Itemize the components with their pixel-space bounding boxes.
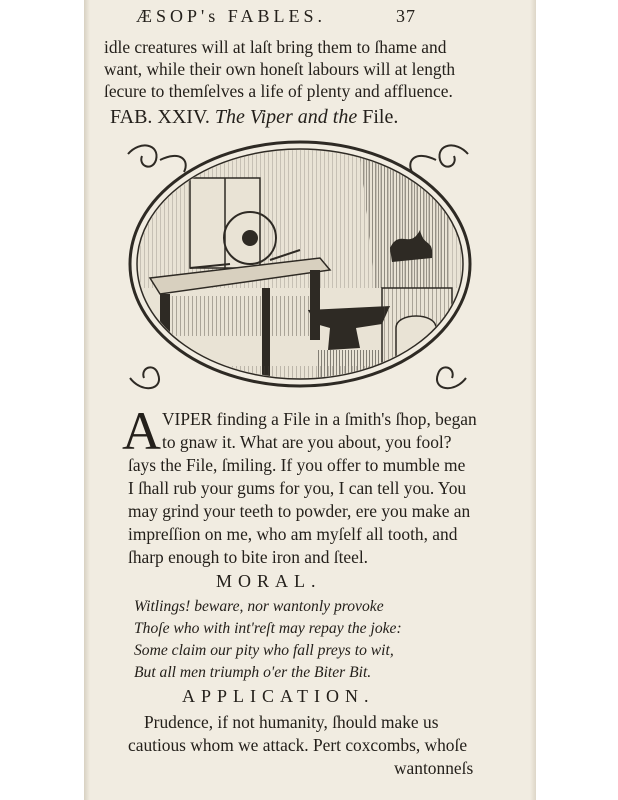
moral-heading: MORAL.: [216, 571, 322, 591]
body-line: impreſſion on me, who am myſelf all tooth, and: [128, 524, 458, 544]
body-line: ſays the File, ſmiling. If you offer to mumble me: [128, 455, 466, 475]
moral-verse: Witlings! beware, nor wantonly provoke: [134, 598, 384, 615]
fable-title-part3: File.: [362, 106, 399, 128]
moral-verse: Thoſe who with int'reſt may repay the joke:: [134, 620, 402, 637]
running-title: ÆSOP's FABLES.: [136, 6, 326, 26]
application-line: Prudence, if not humanity, ſhould make us: [144, 712, 439, 732]
body-line: I ſhall rub your gums for you, I can tell you. You: [128, 478, 467, 498]
body-line: to gnaw it. What are you about, you fool?: [162, 432, 452, 452]
moral-verse: But all men triumph o'er the Biter Bit.: [134, 664, 372, 681]
page-number: 37: [396, 6, 416, 26]
catchword: wantonneſs: [394, 758, 474, 778]
fable-title: [110, 106, 398, 129]
intro-line: ſecure to themſelves a life of plenty and affluence.: [104, 81, 453, 101]
fable-number: FAB. XXIV.: [110, 106, 210, 128]
fable-title-part2: and the: [297, 106, 358, 128]
fable-title-part1: The Viper: [214, 106, 293, 128]
moral-verse: Some claim our pity who fall preys to wit,: [134, 642, 394, 659]
intro-line: idle creatures will at laſt bring them to ſhame and: [104, 37, 447, 57]
application-line: cautious whom we attack. Pert coxcombs, whoſe: [128, 735, 468, 755]
application-heading: APPLICATION.: [182, 686, 375, 706]
engraving-illustration: [120, 138, 476, 400]
body-line: VIPER finding a File in a ſmith's ſhop, began: [162, 409, 477, 429]
body-line: may grind your teeth to powder, ere you make an: [128, 501, 471, 521]
body-line: ſharp enough to bite iron and ſteel.: [128, 547, 369, 567]
drop-cap: A: [122, 401, 161, 461]
intro-line: want, while their own honeſt labours will at length: [104, 59, 456, 79]
